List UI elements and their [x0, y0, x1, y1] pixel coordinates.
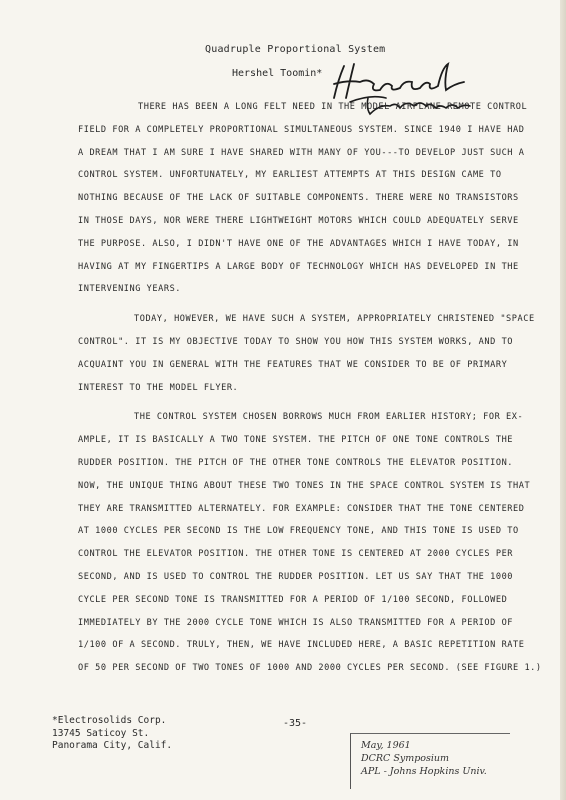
text-line: OF 50 PER SECOND OF TWO TONES OF 1000 AND 2000 CYCLES PER SECOND. (SEE FIGURE 1.): [78, 663, 542, 674]
text-line: ACQUAINT YOU IN GENERAL WITH THE FEATURES THAT WE CONSIDER TO BE OF PRIMARY: [78, 359, 508, 370]
text-line: CONTROL THE ELEVATOR POSITION. THE OTHER TONE IS CENTERED AT 2000 CYCLES PER: [78, 549, 514, 560]
text-line: INTERVENING YEARS.: [78, 284, 182, 295]
text-line: AMPLE, IT IS BASICALLY A TWO TONE SYSTEM. THE PITCH OF ONE TONE CONTROLS THE: [78, 435, 514, 446]
text-line: CONTROL". IT IS MY OBJECTIVE TODAY TO SHOW YOU HOW THIS SYSTEM WORKS, AND TO: [78, 336, 514, 347]
text-line: NOW, THE UNIQUE THING ABOUT THESE TWO TONES IN THE SPACE CONTROL SYSTEM IS THAT: [78, 480, 531, 491]
text-line: RUDDER POSITION. THE PITCH OF THE OTHER TONE CONTROLS THE ELEVATOR POSITION.: [78, 457, 514, 468]
text-line: IMMEDIATELY BY THE 2000 CYCLE TONE WHICH IS ALSO TRANSMITTED FOR A PERIOD OF: [78, 617, 514, 628]
page-number: -35-: [283, 718, 308, 729]
text-line: THE PURPOSE. ALSO, I DIDN'T HAVE ONE OF THE ADVANTAGES WHICH I HAVE TODAY, IN: [78, 238, 519, 249]
text-line: AT 1000 CYCLES PER SECOND IS THE LOW FREQUENCY TONE, AND THIS TONE IS USED TO: [78, 526, 519, 537]
footnote-line: Panorama City, Calif.: [52, 740, 173, 751]
text-line: HAVING AT MY FINGERTIPS A LARGE BODY OF TECHNOLOGY WHICH HAS DEVELOPED IN THE: [78, 261, 519, 272]
text-line: A DREAM THAT I AM SURE I HAVE SHARED WITH MANY OF YOU---TO DEVELOP JUST SUCH A: [78, 147, 525, 158]
paragraph: [78, 96, 554, 301]
text-line: 1/100 OF A SECOND. TRULY, THEN, WE HAVE INCLUDED HERE, A BASIC REPETITION RATE: [78, 640, 525, 651]
text-line: CONTROL SYSTEM. UNFORTUNATELY, MY EARLIEST ATTEMPTS AT THIS DESIGN CAME TO: [78, 170, 502, 181]
text-line: CYCLE PER SECOND TONE IS TRANSMITTED FOR A PERIOD OF 1/100 SECOND, FOLLOWED: [78, 594, 508, 605]
text-line: THERE HAS BEEN A LONG FELT NEED IN THE MODEL AIRPLANE REMOTE CONTROL: [138, 102, 528, 112]
footnote-line: *Electrosolids Corp.: [52, 715, 167, 726]
handwritten-note: [350, 733, 510, 789]
text-line: TODAY, HOWEVER, WE HAVE SUCH A SYSTEM, APPROPRIATELY CHRISTENED "SPACE: [134, 314, 535, 325]
text-line: FIELD FOR A COMPLETELY PROPORTIONAL SIMULTANEOUS SYSTEM. SINCE 1940 I HAVE HAD: [78, 124, 525, 135]
footnote-line: 13745 Saticoy St.: [52, 727, 150, 739]
text-line: INTEREST TO THE MODEL FLYER.: [78, 382, 239, 393]
text-line: IN THOSE DAYS, NOR WERE THERE LIGHTWEIGHT MOTORS WHICH COULD ADEQUATELY SERVE: [78, 215, 519, 226]
paragraph: [78, 406, 554, 680]
note-line: DCRC Symposium: [361, 753, 450, 764]
page-edge: [560, 0, 566, 800]
body-text: [78, 96, 554, 680]
footnote-address: [52, 715, 172, 753]
text-line: NOTHING BECAUSE OF THE LACK OF SUITABLE COMPONENTS. THERE WERE NO TRANSISTORS: [78, 193, 519, 204]
note-line: APL - Johns Hopkins Univ.: [361, 766, 487, 777]
text-line: THE CONTROL SYSTEM CHOSEN BORROWS MUCH FROM EARLIER HISTORY; FOR EX-: [134, 412, 524, 423]
paragraph: [78, 308, 554, 399]
document-title: Quadruple Proportional System: [205, 44, 386, 55]
text-line: SECOND, AND IS USED TO CONTROL THE RUDDER POSITION. LET US SAY THAT THE 1000: [78, 571, 514, 582]
author-name: Hershel Toomin*: [232, 68, 323, 79]
text-line: THEY ARE TRANSMITTED ALTERNATELY. FOR EXAMPLE: CONSIDER THAT THE TONE CENTERED: [78, 503, 525, 514]
note-line: May, 1961: [361, 740, 411, 751]
